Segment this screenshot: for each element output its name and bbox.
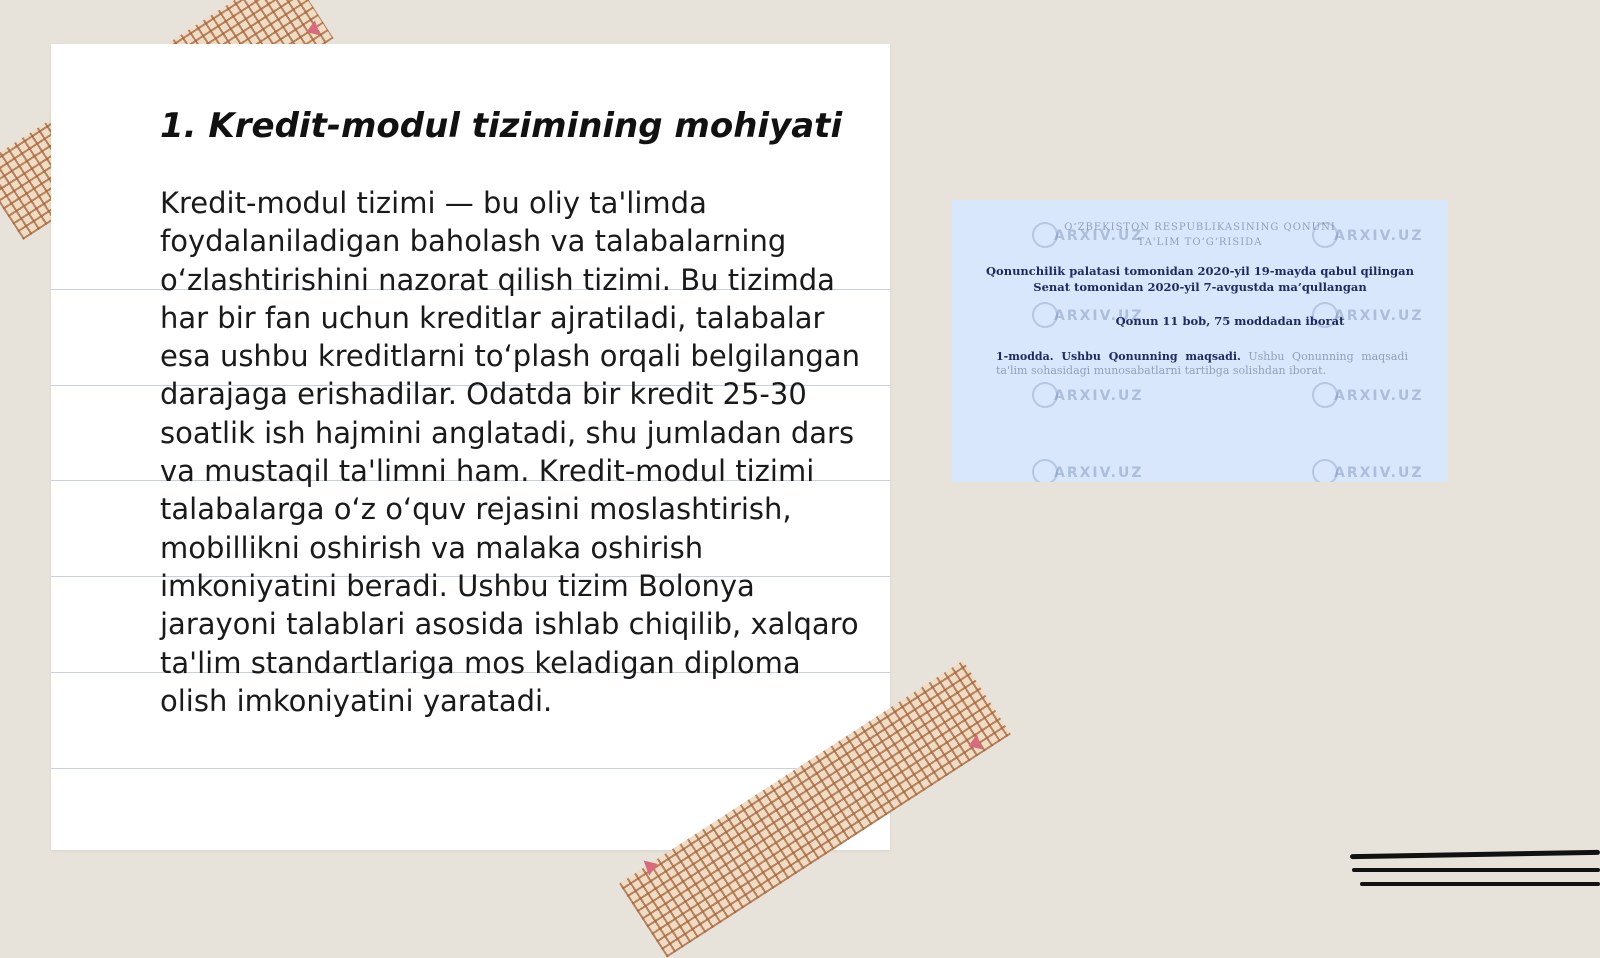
watermark: ARXIV.UZ: [1054, 388, 1144, 404]
slide-title: 1. Kredit-modul tizimining mohiyati: [160, 106, 843, 146]
decorative-brush-stroke: [1350, 850, 1600, 859]
article-text: Ushbu Qonunning maqsadi ta'lim sohasidagi munosabatlarni tartibga solishdan iborat.: [996, 350, 1408, 377]
document-header: TA'LIM TO‘G‘RISIDA: [1137, 237, 1263, 248]
document-article: [996, 350, 1408, 378]
document-structure: Qonun 11 bob, 75 moddadan iborat: [1115, 314, 1345, 328]
document-approved: Senat tomonidan 2020-yil 7-avgustda ma’qullangan: [1033, 280, 1367, 294]
slide-body-text: Kredit-modul tizimi — bu oliy ta'limda foydalaniladigan baholash va talabalarning o‘zlashtirishini nazorat qilish tizimi. Bu tizimda har bir fan uchun kreditlar ajratiladi, talabalar esa ushbu kreditlarni to‘plash orqali belgilangan darajaga erishadilar. Odatda bir kredit 25-30 soatlik ish hajmini anglatadi, shu jumladan dars va mustaqil ta'limni ham. Kredit-modul tizimi talabalarga o‘z o‘quv rejasini moslashtirish, mobillikni oshirish va malaka oshirish imkoniyatini beradi. Ushbu tizim Bolonya jarayoni talablari asosida ishlab chiqilib, xalqaro ta'lim standartlariga mos keladigan diploma olish imkoniyatini yaratadi.: [160, 186, 860, 718]
watermark: ARXIV.UZ: [1054, 465, 1144, 481]
watermark: ARXIV.UZ: [1334, 308, 1424, 324]
article-title: 1-modda. Ushbu Qonunning maqsadi.: [996, 350, 1241, 363]
watermark: ARXIV.UZ: [1054, 228, 1144, 244]
watermark: ARXIV.UZ: [1334, 465, 1424, 481]
paper-rule: [51, 768, 890, 769]
law-document-image: [952, 200, 1448, 482]
decorative-brush-stroke: [1352, 868, 1600, 872]
watermark: ARXIV.UZ: [1334, 388, 1424, 404]
notepaper: [51, 44, 890, 850]
watermark: ARXIV.UZ: [1334, 228, 1424, 244]
document-header: O‘ZBEKISTON RESPUBLIKASINING QONUNI: [1064, 222, 1336, 233]
decorative-brush-stroke: [1360, 882, 1600, 886]
watermark: ARXIV.UZ: [1054, 308, 1144, 324]
document-adopted: Qonunchilik palatasi tomonidan 2020-yil 19-mayda qabul qilingan: [986, 264, 1414, 278]
